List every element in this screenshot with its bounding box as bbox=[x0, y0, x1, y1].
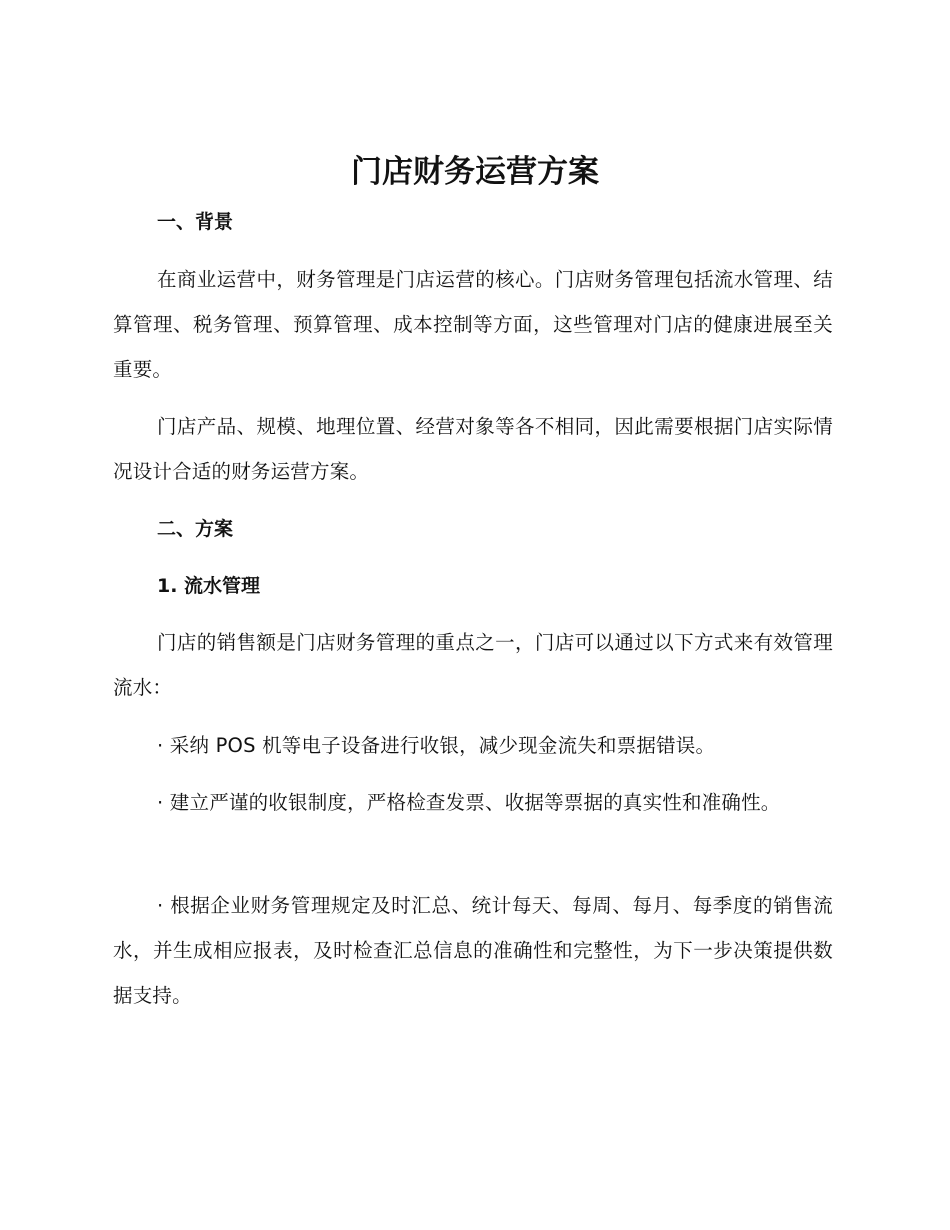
paragraph-background-1: 在商业运营中，财务管理是门店运营的核心。门店财务管理包括流水管理、结算管理、税务管理、预算管理、成本控制等方面，这些管理对门店的健康进展至关重要。 bbox=[113, 268, 833, 381]
section-heading-background: 一、背景 bbox=[157, 211, 234, 233]
bullet-item: · 建立严谨的收银制度，严格检查发票、收据等票据的真实性和准确性。 bbox=[157, 791, 781, 814]
section-heading-plan: 二、方案 bbox=[157, 518, 234, 540]
document-title: 门店财务运营方案 bbox=[351, 154, 599, 190]
subsection-heading-cashflow: 1. 流水管理 bbox=[157, 575, 261, 597]
paragraph-background-2: 门店产品、规模、地理位置、经营对象等各不相同，因此需要根据门店实际情况设计合适的财务运营方案。 bbox=[113, 415, 833, 483]
bullet-item: · 采纳 POS 机等电子设备进行收银，减少现金流失和票据错误。 bbox=[157, 734, 716, 757]
paragraph-cashflow-intro: 门店的销售额是门店财务管理的重点之一，门店可以通过以下方式来有效管理流水： bbox=[113, 631, 833, 699]
bullet-item: · 根据企业财务管理规定及时汇总、统计每天、每周、每月、每季度的销售流水，并生成相应报表，及时检查汇总信息的准确性和完整性，为下一步决策提供数据支持。 bbox=[113, 894, 833, 1007]
